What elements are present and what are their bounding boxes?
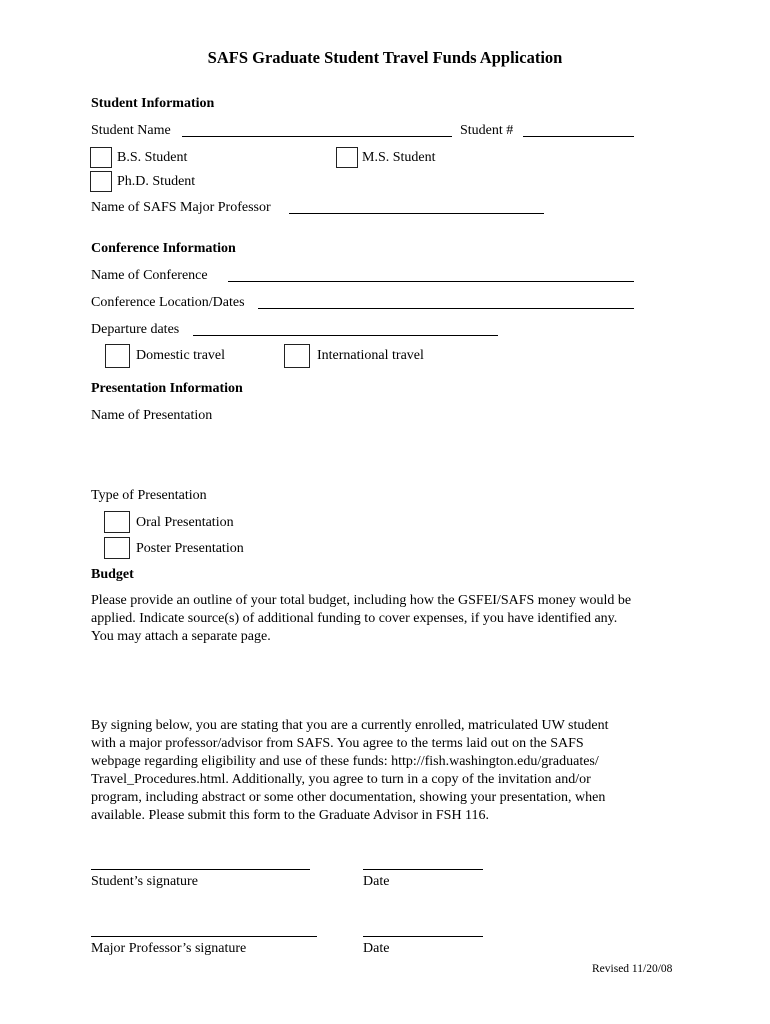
poster-presentation-checkbox[interactable]: [104, 537, 130, 559]
domestic-travel-label: Domestic travel: [136, 348, 226, 363]
departure-dates-field[interactable]: [193, 335, 498, 336]
domestic-travel-checkbox[interactable]: [105, 344, 130, 368]
budget-text-line: applied. Indicate source(s) of additional funding to cover expenses, if you have identified any.: [91, 611, 618, 626]
agreement-text-line: By signing below, you are stating that you are a currently enrolled, matriculated UW student: [91, 718, 609, 733]
budget-heading: Budget: [91, 567, 134, 582]
agreement-text-line: available. Please submit this form to the Graduate Advisor in FSH 116.: [91, 808, 490, 823]
oral-presentation-checkbox[interactable]: [104, 511, 130, 533]
student-name-label: Student Name: [91, 123, 171, 138]
conference-location-field[interactable]: [258, 308, 634, 309]
conference-location-label: Conference Location/Dates: [91, 295, 245, 310]
agreement-text-line: program, including abstract or some other documentation, showing your presentation, when: [91, 790, 606, 805]
student-signature-field[interactable]: [91, 869, 310, 870]
conference-info-heading: Conference Information: [91, 241, 236, 256]
bs-student-label: B.S. Student: [117, 150, 188, 165]
professor-date-label: Date: [363, 941, 390, 956]
major-professor-label: Name of SAFS Major Professor: [91, 200, 271, 215]
bs-student-checkbox[interactable]: [90, 147, 112, 168]
student-info-heading: Student Information: [91, 96, 215, 111]
oral-presentation-label: Oral Presentation: [136, 515, 234, 530]
international-travel-checkbox[interactable]: [284, 344, 310, 368]
major-professor-field[interactable]: [289, 213, 544, 214]
presentation-type-label: Type of Presentation: [91, 488, 207, 503]
student-date-field[interactable]: [363, 869, 483, 870]
professor-date-field[interactable]: [363, 936, 483, 937]
student-name-field[interactable]: [182, 136, 452, 137]
page-title: SAFS Graduate Student Travel Funds Application: [207, 48, 563, 67]
agreement-text-line: with a major professor/advisor from SAFS. You agree to the terms laid out on the SAFS: [91, 736, 584, 751]
ms-student-checkbox[interactable]: [336, 147, 358, 168]
presentation-info-heading: Presentation Information: [91, 381, 243, 396]
ms-student-label: M.S. Student: [362, 150, 436, 165]
conference-name-field[interactable]: [228, 281, 634, 282]
departure-dates-label: Departure dates: [91, 322, 180, 337]
international-travel-label: International travel: [317, 348, 424, 363]
student-date-label: Date: [363, 874, 390, 889]
professor-signature-label: Major Professor’s signature: [91, 941, 247, 956]
conference-name-label: Name of Conference: [91, 268, 208, 283]
student-number-field[interactable]: [523, 136, 634, 137]
revised-date: Revised 11/20/08: [592, 963, 673, 975]
agreement-text-line: webpage regarding eligibility and use of these funds: http://fish.washington.edu/graduates/: [91, 754, 599, 769]
student-signature-label: Student’s signature: [91, 874, 198, 889]
poster-presentation-label: Poster Presentation: [136, 541, 244, 556]
phd-student-checkbox[interactable]: [90, 171, 112, 192]
professor-signature-field[interactable]: [91, 936, 317, 937]
presentation-name-label: Name of Presentation: [91, 408, 213, 423]
student-number-label: Student #: [460, 123, 514, 138]
phd-student-label: Ph.D. Student: [117, 174, 196, 189]
budget-text-line: Please provide an outline of your total budget, including how the GSFEI/SAFS money would be: [91, 593, 632, 608]
budget-text-line: You may attach a separate page.: [91, 629, 271, 644]
agreement-text-line: Travel_Procedures.html. Additionally, you agree to turn in a copy of the invitation and/or: [91, 772, 591, 787]
